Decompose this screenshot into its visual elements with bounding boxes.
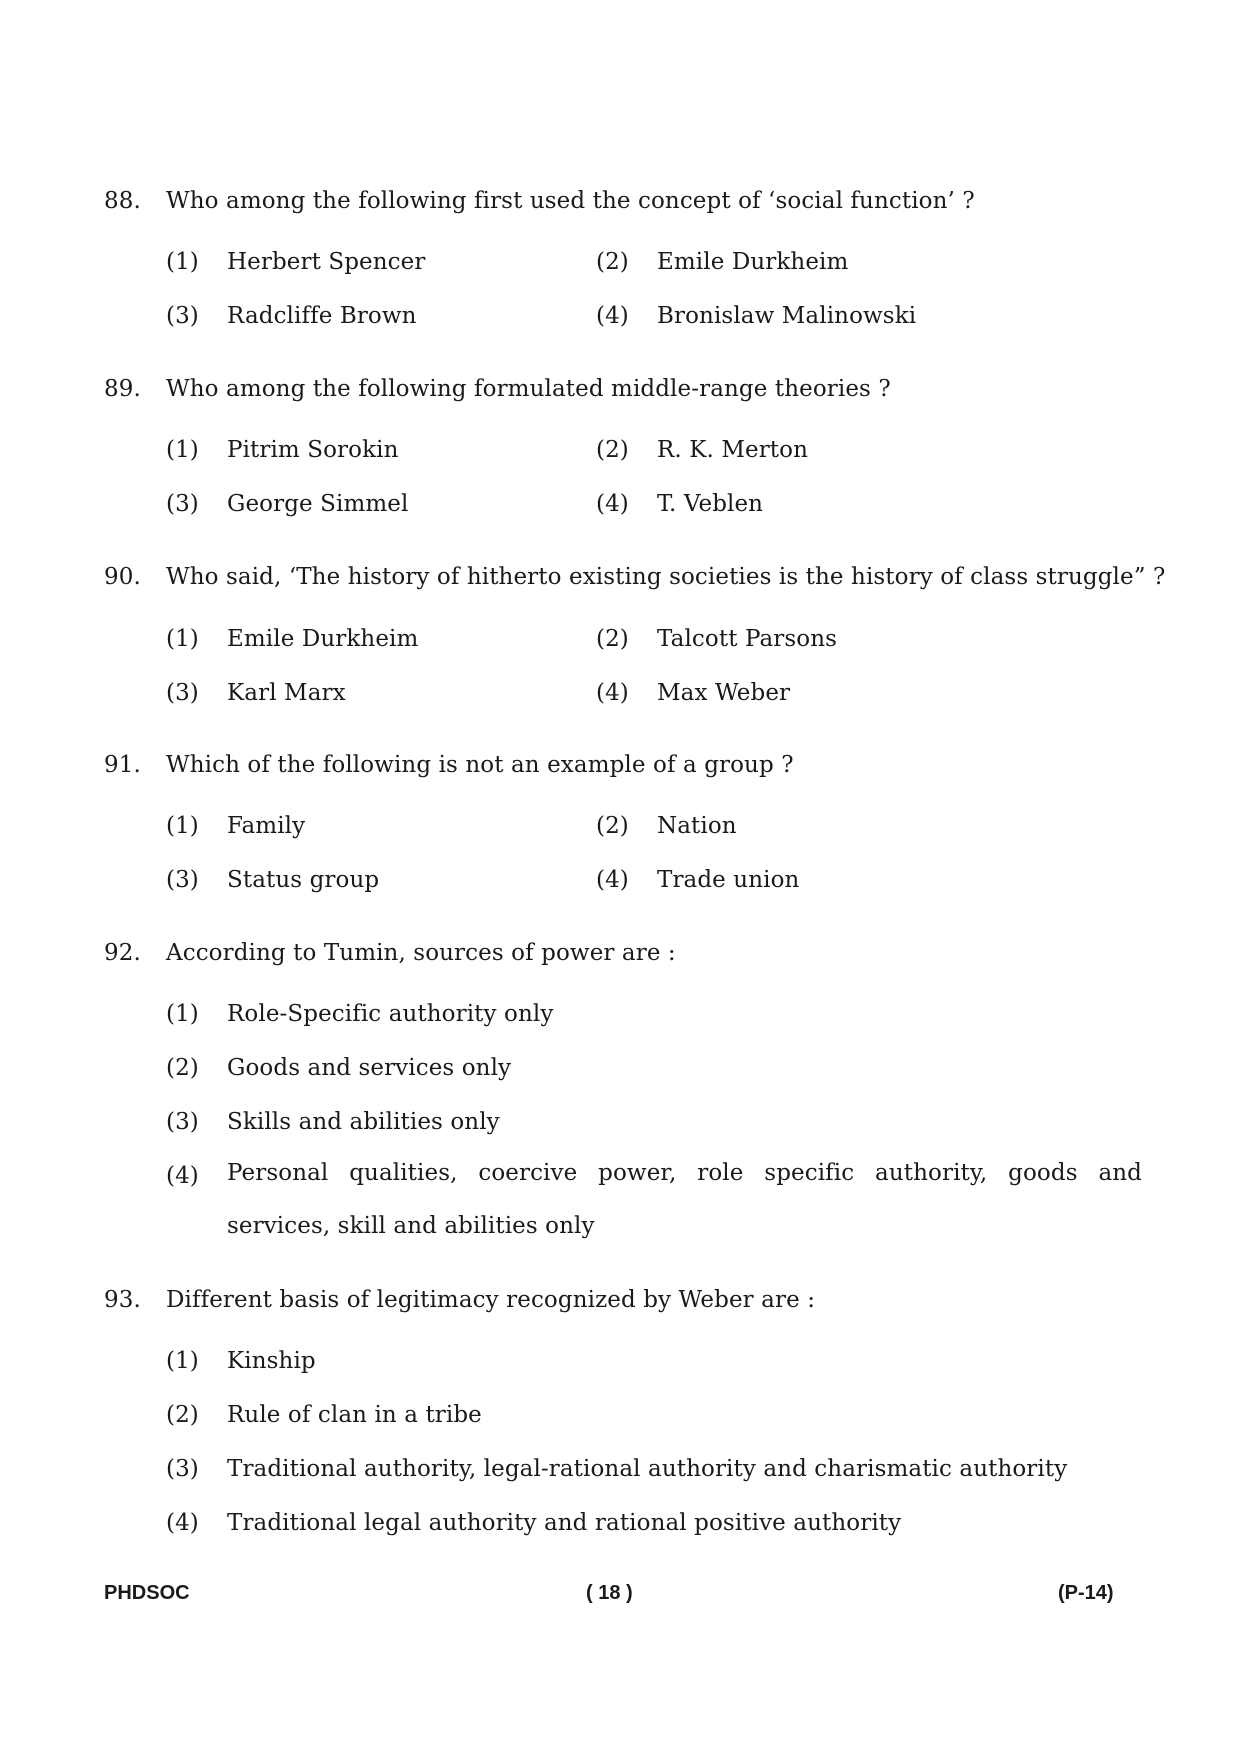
option-text: Trade union bbox=[657, 867, 800, 893]
option-label: (1) bbox=[166, 1348, 199, 1374]
option-text: Nation bbox=[657, 813, 737, 839]
question-text: Who among the following formulated middle-range theories ? bbox=[166, 376, 891, 402]
question-number: 89. bbox=[104, 376, 141, 402]
option-text: Emile Durkheim bbox=[227, 626, 419, 652]
option-label: (1) bbox=[166, 626, 199, 652]
option-label: (2) bbox=[596, 437, 629, 463]
question-number: 88. bbox=[104, 188, 141, 214]
option-text: Herbert Spencer bbox=[227, 249, 426, 275]
option-text: Skills and abilities only bbox=[227, 1109, 500, 1135]
option-label: (3) bbox=[166, 491, 199, 517]
option-label: (2) bbox=[166, 1055, 199, 1081]
option-text: Radcliffe Brown bbox=[227, 303, 417, 329]
option-text: Personal qualities, coercive power, role specific authority, goods and services, skill and abilities only bbox=[227, 1160, 1142, 1239]
option-label: (2) bbox=[596, 813, 629, 839]
option-label: (4) bbox=[596, 680, 629, 706]
option-label: (3) bbox=[166, 1109, 199, 1135]
option-text: T. Veblen bbox=[657, 491, 764, 517]
question-number: 92. bbox=[104, 940, 141, 966]
question-number: 90. bbox=[104, 564, 141, 590]
option-text: Emile Durkheim bbox=[657, 249, 849, 275]
option-label: (4) bbox=[166, 1163, 199, 1189]
option-label: (3) bbox=[166, 680, 199, 706]
footer-page-number: ( 18 ) bbox=[586, 1582, 633, 1604]
option-text: R. K. Merton bbox=[657, 437, 809, 463]
question-text: Different basis of legitimacy recognized by Weber are : bbox=[166, 1287, 816, 1313]
option-text: Bronislaw Malinowski bbox=[657, 303, 917, 329]
option-text: Role-Specific authority only bbox=[227, 1001, 554, 1027]
option-label: (3) bbox=[166, 303, 199, 329]
option-label: (4) bbox=[596, 303, 629, 329]
question-text: Who among the following first used the concept of ‘social function’ ? bbox=[166, 188, 975, 214]
option-text: Max Weber bbox=[657, 680, 791, 706]
option-label: (2) bbox=[596, 626, 629, 652]
option-text: George Simmel bbox=[227, 491, 409, 517]
footer-series-code: (P-14) bbox=[1058, 1582, 1114, 1604]
option-text: Kinship bbox=[227, 1348, 316, 1374]
option-text: Talcott Parsons bbox=[657, 626, 838, 652]
option-text: Goods and services only bbox=[227, 1055, 512, 1081]
option-label: (4) bbox=[166, 1510, 199, 1536]
option-label: (2) bbox=[596, 249, 629, 275]
option-label: (1) bbox=[166, 249, 199, 275]
option-label: (1) bbox=[166, 437, 199, 463]
question-text: According to Tumin, sources of power are : bbox=[166, 940, 676, 966]
option-label: (4) bbox=[596, 867, 629, 893]
option-text: Karl Marx bbox=[227, 680, 346, 706]
option-label: (2) bbox=[166, 1402, 199, 1428]
option-label: (3) bbox=[166, 867, 199, 893]
option-text: Pitrim Sorokin bbox=[227, 437, 399, 463]
option-text: Traditional legal authority and rational positive authority bbox=[227, 1510, 902, 1536]
option-label: (3) bbox=[166, 1456, 199, 1482]
question-number: 91. bbox=[104, 752, 141, 778]
footer-paper-code: PHDSOC bbox=[104, 1582, 190, 1604]
option-label: (1) bbox=[166, 813, 199, 839]
question-number: 93. bbox=[104, 1287, 141, 1313]
option-text: Rule of clan in a tribe bbox=[227, 1402, 482, 1428]
question-text: Which of the following is not an example of a group ? bbox=[166, 752, 794, 778]
option-text: Family bbox=[227, 813, 306, 839]
option-label: (1) bbox=[166, 1001, 199, 1027]
option-label: (4) bbox=[596, 491, 629, 517]
option-text: Status group bbox=[227, 867, 380, 893]
question-text: Who said, ‘The history of hitherto existing societies is the history of class struggle” ? bbox=[166, 564, 1166, 590]
option-text: Traditional authority, legal-rational authority and charismatic authority bbox=[227, 1456, 1068, 1482]
